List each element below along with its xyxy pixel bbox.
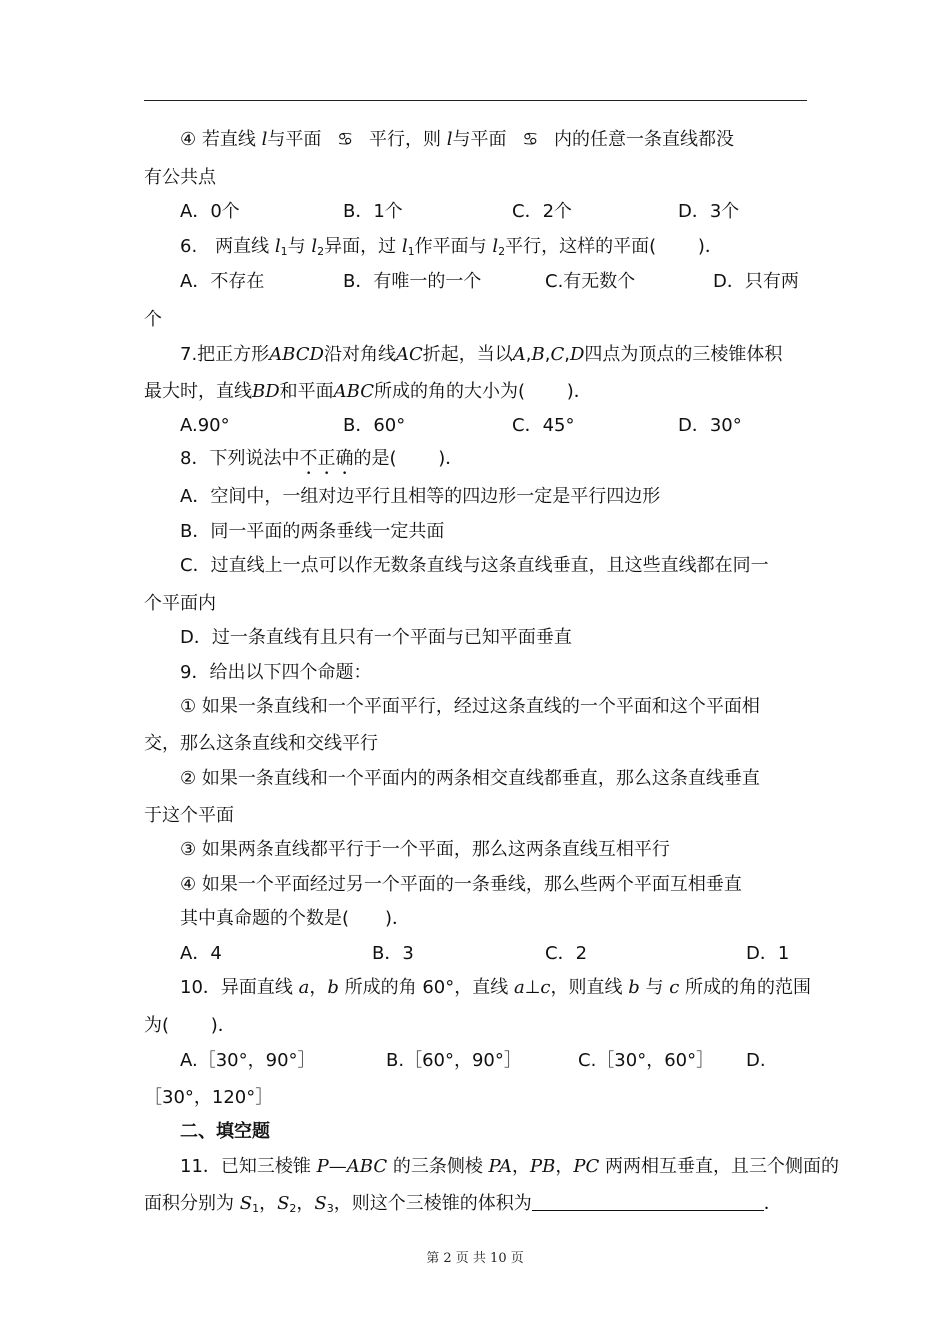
- q5-option-c: C．2个: [512, 201, 573, 222]
- q5-item4-line1: ④ 若直线 l与平面 ♋ 平行，则 l与平面 ♋ 内的任意一条直线都没: [180, 129, 735, 150]
- q10-option-a: A.［30°，90°］: [180, 1050, 316, 1071]
- q9-item1-line2: 交，那么这条直线和交线平行: [144, 733, 378, 754]
- q6-option-a: A．不存在: [180, 271, 265, 292]
- q6-option-d-cont: 个: [144, 309, 162, 330]
- q7-stem-line1: 7.把正方形ABCD沿对角线AC折起，当以A,B,C,D四点为顶点的三棱锥体积: [180, 344, 783, 365]
- q9-option-d: D．1: [746, 943, 790, 964]
- q8-option-c-line2: 个平面内: [144, 593, 216, 614]
- q10-option-d: D.: [746, 1050, 766, 1071]
- q9-stem: 9．给出以下四个命题：: [180, 662, 372, 683]
- q5-option-d: D．3个: [678, 201, 740, 222]
- alpha-glyph-icon: ♋: [522, 129, 539, 150]
- q7-option-d: D．30°: [678, 415, 742, 436]
- q8-option-b: B．同一平面的两条垂线一定共面: [180, 521, 445, 542]
- q9-option-b: B．3: [372, 943, 414, 964]
- q9-item2-line2: 于这个平面: [144, 805, 234, 826]
- q9-item4: ④ 如果一个平面经过另一个平面的一条垂线，那么些两个平面互相垂直: [180, 874, 742, 895]
- q8-stem: 8．下列说法中不正确的是( )．: [180, 448, 464, 469]
- q10-stem-line2: 为( )．: [144, 1015, 236, 1036]
- q6-option-c: C.有无数个: [545, 271, 636, 292]
- header-rule: [144, 100, 807, 101]
- q9-item3: ③ 如果两条直线都平行于一个平面，那么这两条直线互相平行: [180, 839, 670, 860]
- section-fill-in-title: 二、填空题: [180, 1121, 270, 1142]
- q9-item2-line1: ② 如果一条直线和一个平面内的两条相交直线都垂直，那么这条直线垂直: [180, 768, 760, 789]
- alpha-glyph-icon: ♋: [337, 129, 354, 150]
- q8-option-c-line1: C．过直线上一点可以作无数条直线与这条直线垂直，且这些直线都在同一: [180, 555, 769, 576]
- q8-option-d: D．过一条直线有且只有一个平面与已知平面垂直: [180, 627, 572, 648]
- q7-option-b: B．60°: [343, 415, 406, 436]
- q9-option-c: C．2: [545, 943, 588, 964]
- q6-stem: 6. 两直线 $l_1$与 $l_2$异面，过 $l_1$作平面与 $l_2$平行，这样的平面( )．: [180, 236, 723, 258]
- q8-option-a: A．空间中，一组对边平行且相等的四边形一定是平行四边形: [180, 486, 661, 507]
- q5-option-a: A．0个: [180, 201, 240, 222]
- page-footer: 第 2 页 共 10 页: [426, 1251, 524, 1266]
- q10-option-d-cont: ［30°，120°］: [144, 1087, 274, 1108]
- q5-option-b: B．1个: [343, 201, 403, 222]
- q9-option-a: A．4: [180, 943, 222, 964]
- q7-option-a: A.90°: [180, 415, 230, 436]
- q7-stem-line2: 最大时，直线BD和平面ABC所成的角的大小为( )．: [144, 381, 592, 402]
- q9-ask: 其中真命题的个数是( )．: [180, 908, 411, 929]
- q7-option-c: C．45°: [512, 415, 575, 436]
- q9-item1-line1: ① 如果一条直线和一个平面平行，经过这条直线的一个平面和这个平面相: [180, 696, 760, 717]
- answer-blank: [532, 1192, 764, 1211]
- q6-option-b: B．有唯一的一个: [343, 271, 482, 292]
- q10-option-b: B.［60°，90°］: [386, 1050, 522, 1071]
- q6-option-d: D．只有两: [713, 271, 799, 292]
- q11-stem-line1: 11．已知三棱锥 P—ABC 的三条侧棱 PA，PB，PC 两两相互垂直，且三个侧面的: [180, 1156, 839, 1177]
- q5-item4-line2: 有公共点: [144, 167, 216, 188]
- q10-stem-line1: 10．异面直线 a，b 所成的角 60°，直线 a⊥c，则直线 b 与 c 所成的角的范围: [180, 977, 812, 998]
- q10-option-c: C.［30°，60°］: [578, 1050, 715, 1071]
- q11-stem-line2: 面积分别为 $S_1$，$S_2$，$S_3$，则这个三棱锥的体积为 ．: [144, 1193, 782, 1215]
